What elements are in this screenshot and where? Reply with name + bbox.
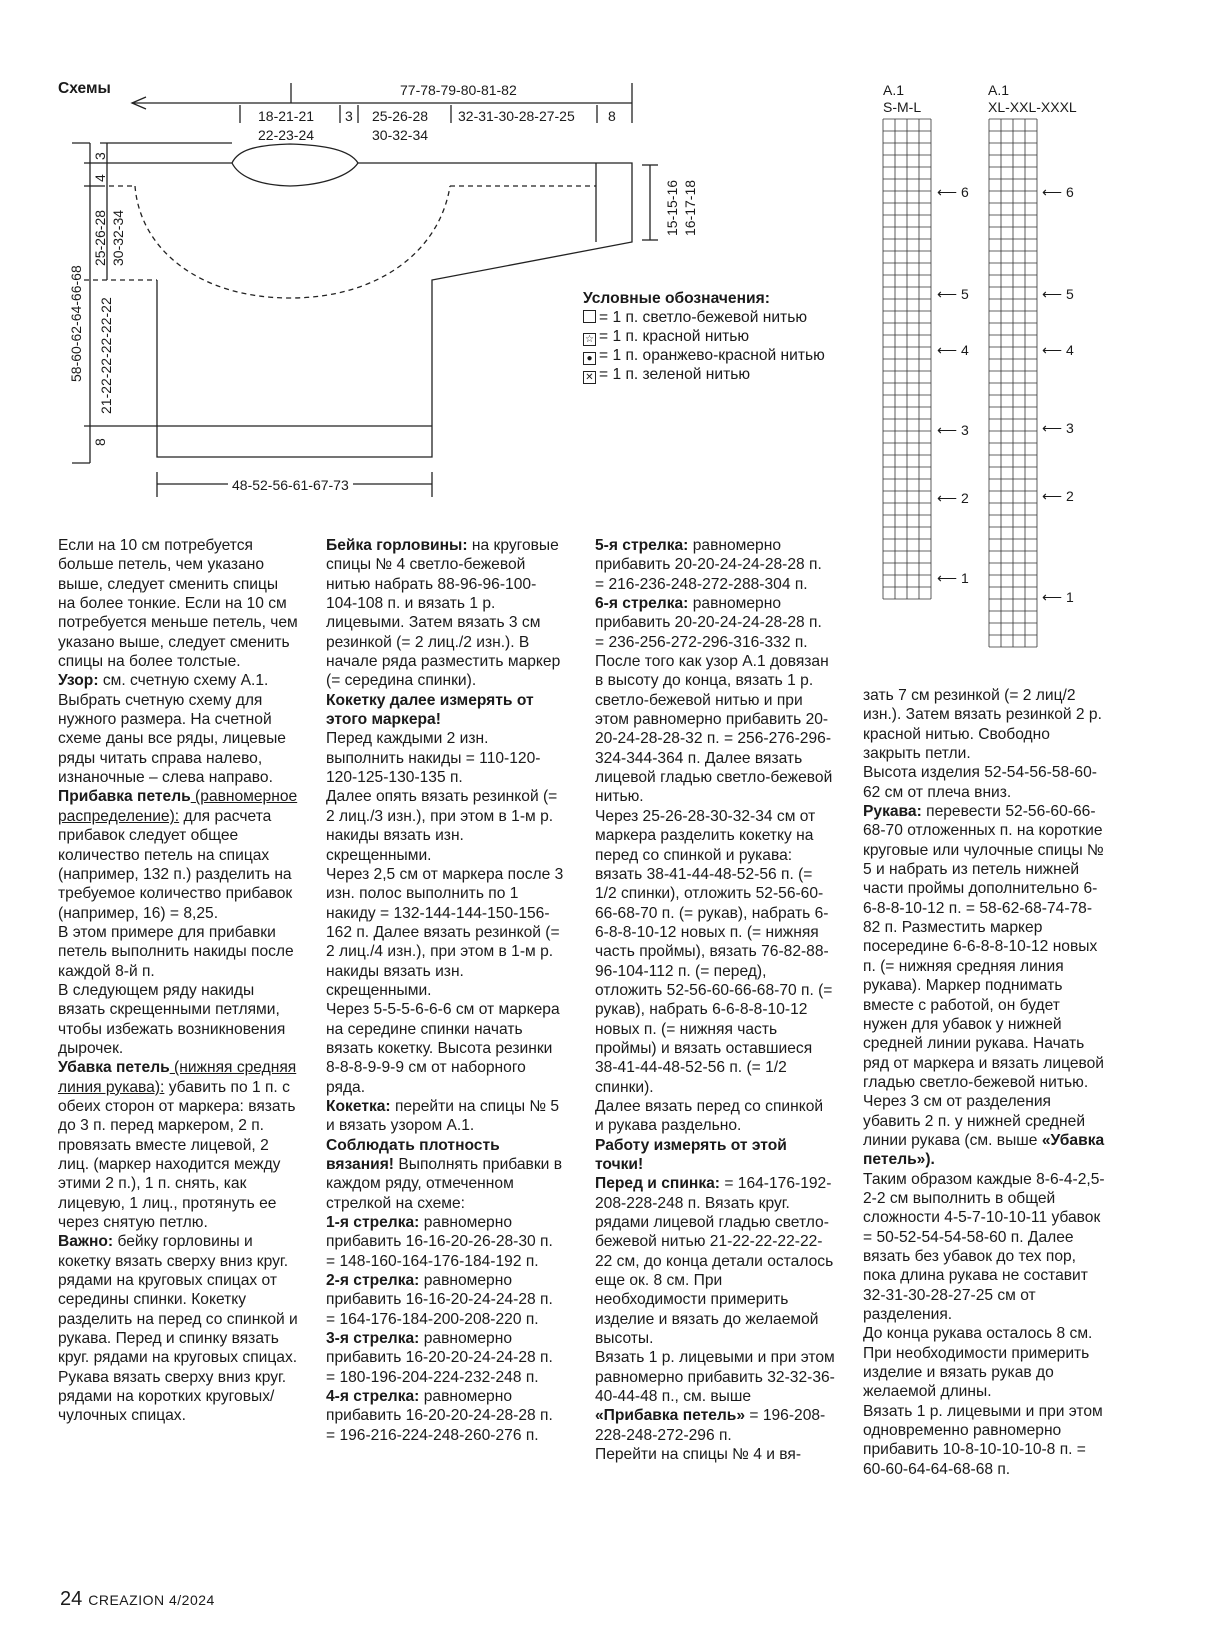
paragraph-h: 1-я стрелка: xyxy=(326,1214,420,1232)
paragraph-t: Через 25-26-28-30-32-34 см от маркера разделить кокетку на перед со спинкой и рукава: вязать 38-41-44-48-52-56 п. (= 1/2 спинки), отложить 52-56-60-66-68-70 п. (= рукав), набрать 6-6-8-8-10-12 новых п. (= нижняя часть проймы), вязать 76-82-88-96-104-112 п. (= перед), отложить 52-56-60-66-68-70 п. (= рукав), набрать 6-6-8-8-10-12 новых п. (= нижняя часть проймы) и вязать оставшиеся 38-41-44-48-52-56 п. (= 1/2 спинки). xyxy=(595,807,833,1096)
legend-item: ✕ = 1 п. зеленой нитью xyxy=(583,365,825,384)
paragraph xyxy=(595,1174,835,1348)
chart-2-arrow-4: ⟵ 4 xyxy=(1042,342,1074,358)
legend-item: = 1 п. светло-бежевой нитью xyxy=(583,308,825,327)
paragraph-t: равномерно прибавить 20-20-24-24-28-28 п. = 216-236-248-272-288-304 п. xyxy=(595,537,822,593)
paragraph xyxy=(326,1271,566,1329)
paragraph-t: убавить по 1 п. с обеих сторон от маркера: вязать до 3 п. перед маркером, 2 п. провязать вместе лицевой, 2 лиц. (маркер находится между этими 2 п.), 1 п. снять, как лицевую, 1 лиц., протянуть ее через снятую петлю. xyxy=(58,1078,296,1232)
paragraph-t: равномерно прибавить 20-20-24-24-28-28 п. = 236-256-272-296-316-332 п. xyxy=(595,595,822,651)
paragraph-u: (равномерное распределение): xyxy=(58,788,298,825)
paragraph-t: равномерно прибавить 16-20-20-24-28-28 п. = 196-216-224-248-260-276 п. xyxy=(326,1388,553,1444)
paragraph-t: перейти на спицы № 5 и вязать узором A.1. xyxy=(326,1097,560,1135)
empty-square-icon xyxy=(583,310,596,323)
dim-v-4: 4 xyxy=(92,174,108,182)
chart-grid-2 xyxy=(988,118,1038,650)
arrow-left-icon: ⟵ xyxy=(1042,488,1063,504)
chart-2-arrow-6: ⟵ 6 xyxy=(1042,184,1074,200)
paragraph xyxy=(326,1136,566,1213)
arrow-left-icon: ⟵ xyxy=(937,184,958,200)
dim-width: 48-52-56-61-67-73 xyxy=(228,477,353,493)
paragraph xyxy=(595,807,835,1097)
arrow-left-icon: ⟵ xyxy=(1042,342,1063,358)
paragraph xyxy=(326,729,566,787)
paragraph-h: 2-я стрелка: xyxy=(326,1272,420,1290)
dim-neck-half-b: 22-23-24 xyxy=(258,127,315,143)
magazine-issue: CREAZION 4/2024 xyxy=(88,1592,215,1608)
chart-1-arrow-6: ⟵ 6 xyxy=(937,184,969,200)
paragraph xyxy=(595,536,835,594)
paragraph-t: Таким образом каждые 8-6-4-2,5-2-2 см выполнить в общей сложности 4-5-7-10-10-11 убавок = 50-52-54-54-58-60 п. Далее вязать без убавок до тех пор, пока длина рукава не составит 32-31-30-28-27-25 см от разделения. xyxy=(863,1170,1105,1323)
paragraph-t: Вязать 1 р. лицевыми и при этом равномерно прибавить 32-32-36-40-44-48 п., см. выше xyxy=(595,1349,835,1406)
paragraph xyxy=(595,652,835,807)
paragraph-h: Кокетка: xyxy=(326,1097,391,1115)
paragraph-h: Бейка горловины: xyxy=(326,537,468,554)
paragraph-h: Узор: xyxy=(58,672,99,690)
chart-2-sizes: XL-XXL-XXXL xyxy=(988,99,1077,115)
paragraph xyxy=(58,787,298,922)
arrow-left-icon: ⟵ xyxy=(1042,420,1063,436)
paragraph-h: 5-я стрелка: xyxy=(595,537,689,554)
dim-seg-3: 3 xyxy=(345,108,353,124)
arrow-left-icon: ⟵ xyxy=(1042,184,1063,200)
paragraph-t: для расчета прибавок следует общее количество петель на спицах (например, 132 п.) разделить на требуемое количество прибавок (например, 16) = 8,25. xyxy=(58,807,293,922)
paragraph-h: Работу измерять от этой точки! xyxy=(595,1136,787,1173)
dim-cuff: 8 xyxy=(608,108,616,124)
chart-2-arrow-3: ⟵ 3 xyxy=(1042,420,1074,436)
text-column-2 xyxy=(326,536,566,1445)
paragraph xyxy=(58,1232,298,1425)
paragraph xyxy=(595,1097,835,1136)
paragraph-h: 3-я стрелка: xyxy=(326,1330,420,1348)
chart-1-sizes: S-M-L xyxy=(883,99,922,115)
paragraph xyxy=(863,1402,1108,1479)
paragraph xyxy=(863,763,1108,802)
paragraph-t: Перейти на спицы № 4 и вя- xyxy=(595,1446,802,1464)
paragraph-t: = 164-176-192-208-228-248 п. Вязать круг. рядами лицевой гладью светло-бежевой нитью 21-22-22-22-22-22 см, до конца детали осталось еще ок. 8 см. При необходимости примерить изделие и вязать до желаемой высоты. xyxy=(595,1175,834,1348)
paragraph-t2: = 196-208-228-248-272-296 п. xyxy=(595,1407,826,1444)
paragraph xyxy=(863,1324,1108,1401)
chart-1-arrow-1: ⟵ 1 xyxy=(937,570,969,586)
paragraph-h: Рукава: xyxy=(863,803,922,821)
dim-v-8: 8 xyxy=(92,438,108,446)
paragraph-t: равномерно прибавить 16-20-20-24-24-28 п. = 180-196-204-224-232-248 п. xyxy=(326,1330,553,1386)
legend-title: Условные обозначения: xyxy=(583,290,770,307)
dim-top-total: 77-78-79-80-81-82 xyxy=(400,82,517,98)
chart-2-arrow-2: ⟵ 2 xyxy=(1042,488,1074,504)
dim-sleeve-width-a: 15-15-16 xyxy=(664,179,680,236)
paragraph-t: Далее опять вязать резинкой (= 2 лиц./3 изн.), при этом в 1-м р. накиды вязать изн. скрещенными. xyxy=(326,788,558,864)
paragraph-t: Выполнять прибавки в каждом ряду, отмеченном стрелкой на схеме: xyxy=(326,1156,562,1212)
legend xyxy=(583,289,825,384)
arrow-left-icon: ⟵ xyxy=(937,286,958,302)
chart-1-arrow-2: ⟵ 2 xyxy=(937,490,969,506)
paragraph-t: Через 3 см от разделения убавить 2 п. у нижней средней линии рукава (см. выше xyxy=(863,1093,1086,1149)
paragraph-t: Перед каждыми 2 изн. выполнить накиды = 110-120-120-125-130-135 п. xyxy=(326,730,541,787)
dot-square-icon: ● xyxy=(583,352,596,365)
dim-v-total: 58-60-62-64-66-68 xyxy=(68,265,84,382)
paragraph-t: на круговые спицы № 4 светло-бежевой нитью набрать 88-96-96-100-104-108 п. и вязать 1 р. лицевыми. Затем вязать 3 см резинкой (= 2 лиц./2 изн.). В начале ряда разместить маркер (= середина спинки). xyxy=(326,537,561,690)
paragraph-t: Далее вязать перед со спинкой и рукава раздельно. xyxy=(595,1097,824,1135)
paragraph-t: перевести 52-56-60-66-68-70 отложенных п. на короткие круговые или чулочные спицы № 5 и набрать из петель нижней части проймы дополнительно 6-6-8-8-10-12 п. = 58-62-68-74-78-82 п. Разместить маркер посередине 6-6-8-8-10-12 новых п. (= нижняя средняя линия рукава). Маркер поднимать вместе с работой, он будет нужен для убавок у нижней средней линии рукава. Начать ряд от маркера и вязать лицевой гладью светло-бежевой нитью. xyxy=(863,803,1104,1091)
paragraph-h: 4-я стрелка: xyxy=(326,1388,420,1406)
paragraph xyxy=(326,1000,566,1097)
paragraph xyxy=(326,865,566,1000)
paragraph-h: Прибавка петель xyxy=(58,788,191,806)
dim-yoke-b: 30-32-34 xyxy=(372,127,429,143)
paragraph xyxy=(595,1348,835,1445)
chart-2-title: A.1 xyxy=(988,82,1010,98)
paragraph-t: В этом примере для прибавки петель выполнить накиды после каждой 8-й п. xyxy=(58,923,294,980)
text-column-4 xyxy=(863,686,1108,1479)
paragraph xyxy=(58,923,298,981)
paragraph xyxy=(595,1445,835,1464)
dim-sleeve-length: 32-31-30-28-27-25 xyxy=(458,108,575,124)
arrow-left-icon: ⟵ xyxy=(937,422,958,438)
paragraph xyxy=(326,1387,566,1445)
paragraph xyxy=(863,686,1108,763)
legend-item: ● = 1 п. оранжево-красной нитью xyxy=(583,346,825,365)
paragraph-h: Соблюдать плотность вязания! xyxy=(326,1136,500,1173)
paragraph-t: Высота изделия 52-54-56-58-60-62 см от плеча вниз. xyxy=(863,764,1097,801)
chart-1-arrow-4: ⟵ 4 xyxy=(937,342,969,358)
paragraph xyxy=(58,671,298,787)
paragraph-t: равномерно прибавить 16-16-20-26-28-30 п. = 148-160-164-176-184-192 п. xyxy=(326,1214,553,1270)
chart-2-arrow-5: ⟵ 5 xyxy=(1042,286,1074,302)
dim-yoke-a: 25-26-28 xyxy=(372,108,429,124)
paragraph xyxy=(58,1058,298,1232)
paragraph-t: бейку горловины и кокетку вязать сверху вниз круг. рядами на круговых спицах от середины спинки. Кокетку разделить на перед со спинкой и рукава. Перед и спинку вязать круг. рядами на круговых спицах. Рукава вязать сверху вниз круг. рядами на коротких круговых/ чулочных спицах. xyxy=(58,1233,298,1425)
chart-1-arrow-3: ⟵ 3 xyxy=(937,422,969,438)
dim-v-yoke-a: 25-26-28 xyxy=(92,209,108,266)
text-column-3 xyxy=(595,536,835,1465)
arrow-left-icon: ⟵ xyxy=(937,342,958,358)
cross-square-icon: ✕ xyxy=(583,371,596,384)
paragraph-h: Важно: xyxy=(58,1233,114,1251)
paragraph xyxy=(326,536,566,691)
dim-sleeve-width-b: 16-17-18 xyxy=(682,179,698,236)
paragraph-t: Через 5-5-5-6-6-6 см от маркера на середине спинки начать вязать кокетку. Высота резинки 8-8-8-9-9-9 см от наборного ряда. xyxy=(326,1001,560,1096)
paragraph-t: До конца рукава осталось 8 см. При необходимости примерить изделие и вязать рукав до желаемой длины. xyxy=(863,1325,1093,1401)
sweater-schematic xyxy=(0,0,720,520)
arrow-left-icon: ⟵ xyxy=(1042,286,1063,302)
paragraph xyxy=(326,1329,566,1387)
dim-v-body: 21-22-22-22-22-22 xyxy=(98,297,114,414)
paragraph-h: Кокетку далее измерять от этого маркера! xyxy=(326,691,534,729)
arrow-left-icon: ⟵ xyxy=(937,490,958,506)
arrow-left-icon: ⟵ xyxy=(1042,589,1063,605)
paragraph xyxy=(326,1097,566,1136)
paragraph xyxy=(595,1136,835,1175)
paragraph-h: Убавка петель xyxy=(58,1059,170,1077)
star-square-icon: ☆ xyxy=(583,333,596,346)
chart-1-title: A.1 xyxy=(883,82,905,98)
paragraph-t: В следующем ряду накиды вязать скрещенными петлями, чтобы избежать возникновения дырочек. xyxy=(58,981,286,1057)
paragraph xyxy=(326,787,566,864)
paragraph xyxy=(863,802,1108,1092)
paragraph-h: Перед и спинка: xyxy=(595,1175,720,1193)
paragraph xyxy=(863,1092,1108,1169)
chart-2-arrow-1: ⟵ 1 xyxy=(1042,589,1074,605)
chart-grid-1 xyxy=(882,118,932,606)
paragraph xyxy=(58,536,298,671)
paragraph-t: Вязать 1 р. лицевыми и при этом одновременно равномерно прибавить 10-8-10-10-10-8 п. = 60-60-64-64-68-68 п. xyxy=(863,1402,1103,1478)
footer xyxy=(60,1588,215,1611)
page-number: 24 xyxy=(60,1588,83,1610)
paragraph xyxy=(58,981,298,1058)
chart-1-arrow-5: ⟵ 5 xyxy=(937,286,969,302)
scheme-title: Схемы xyxy=(58,80,111,97)
paragraph-t: После того как узор A.1 довязан в высоту до конца, вязать 1 р. светло-бежевой нитью и при этом равномерно прибавить 20-20-24-28-28-32 п. = 256-276-296-324-344-364 п. Далее вязать лицевой гладью светло-бежевой нитью. xyxy=(595,653,833,806)
paragraph-t: Через 2,5 см от маркера после 3 изн. полос выполнить по 1 накиду = 132-144-144-150-156-162 п. Далее вязать резинкой (= 2 лиц./4 изн.), при этом в 1-м р. накиды вязать изн. скрещенными. xyxy=(326,865,564,999)
paragraph-t: зать 7 см резинкой (= 2 лиц/2 изн.). Затем вязать резинкой 2 р. красной нитью. Свободно закрыть петли. xyxy=(863,687,1102,763)
paragraph-h2: «Убавка петель»). xyxy=(863,1131,1105,1169)
paragraph-t: Если на 10 см потребуется больше петель, чем указано выше, следует сменить спицы на более тонкие. Если на 10 см потребуется меньше петель, чем указано выше, следует сменить спицы на более толстые. xyxy=(58,537,298,671)
arrow-left-icon: ⟵ xyxy=(937,570,958,586)
paragraph-h: 6-я стрелка: xyxy=(595,595,689,613)
paragraph xyxy=(595,594,835,652)
paragraph xyxy=(326,691,566,730)
paragraph xyxy=(326,1213,566,1271)
paragraph-t: равномерно прибавить 16-16-20-24-24-28 п. = 164-176-184-200-208-220 п. xyxy=(326,1272,553,1328)
paragraph-h2: «Прибавка петель» xyxy=(595,1407,746,1425)
dim-neck-half-a: 18-21-21 xyxy=(258,108,315,124)
dim-v-3: 3 xyxy=(92,152,108,160)
paragraph-t: см. счетную схему A.1. Выбрать счетную схему для нужного размера. На счетной схеме даны все ряды, лицевые ряды читать справа налево, изнаночные – слева направо. xyxy=(58,672,286,787)
paragraph xyxy=(863,1170,1108,1325)
dim-v-yoke-b: 30-32-34 xyxy=(110,209,126,266)
text-column-1 xyxy=(58,536,298,1426)
paragraph-u: (нижняя средняя линия рукава): xyxy=(58,1059,297,1096)
legend-item: ☆ = 1 п. красной нитью xyxy=(583,327,825,346)
